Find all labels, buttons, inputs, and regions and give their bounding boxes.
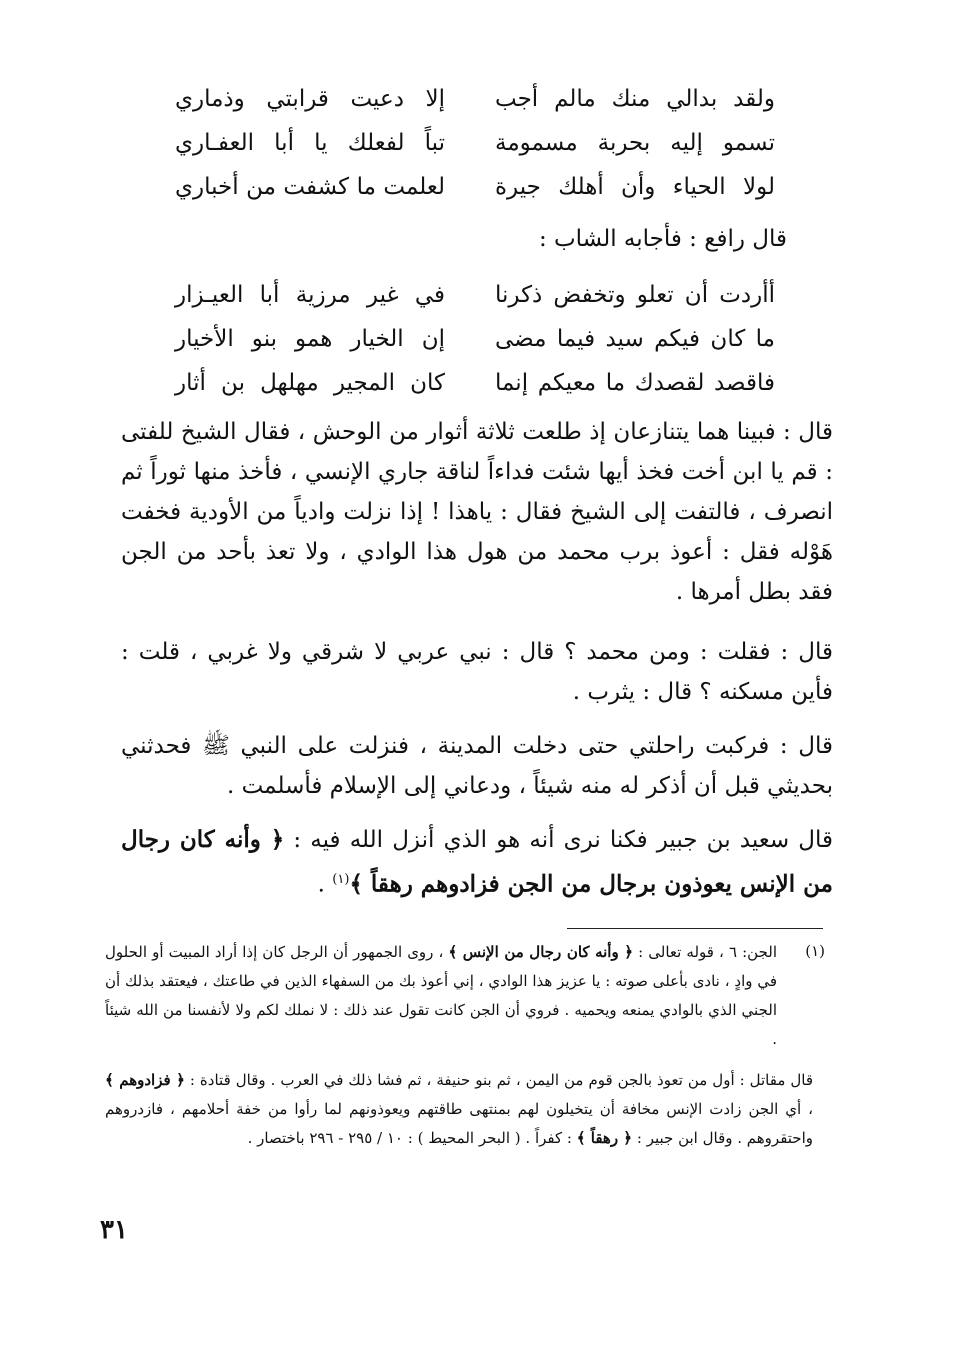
footnote-number: (١) [805,942,825,960]
verse-line [175,174,775,218]
footnote-2-text-c: : كفراً . ( البحر المحيط ) : ١٠ / ٢٩٥ - ٢٩٦ باختصار . [247,1129,572,1147]
verse-second-hemistich: تباً لفعلك يا أبا العفـاري [175,130,445,156]
verse-second-hemistich: لعلمت ما كشفت من أخباري [175,174,445,200]
verse-first-hemistich: أأردت أن تعلو وتخفض ذكرنا [495,282,775,308]
verse-line [175,282,775,326]
footnote-divider [567,928,823,929]
footnote-1 [105,938,777,1054]
footnote-2 [105,1066,813,1153]
footnote-2-text-b: ، أي الجن زادت الإنس مخافة أن يتخيلون لهم بمنتهى طاقتهم ويعوذونهم لما رأوا من خفة أحلامهم ، فازدروهم واحتقروهم . وقال ابن جبير : [105,1100,813,1147]
paragraph-4 [121,820,833,905]
verse-first-hemistich: لولا الحياء وأن أهلك جيرة [495,174,775,200]
verse-second-hemistich: كان المجير مهلهل بن أثار [175,370,445,396]
verse-second-hemistich: إلا دعيت قرابتي وذماري [175,86,445,112]
footnote-1-text-a: الجن: ٦ ، قوله تعالى : [638,943,777,961]
footnote-2-verse-2: ﴿ رهقاً ﴾ [576,1129,633,1147]
verse-first-hemistich: ولقد بدالي منك مالم أجب [495,86,775,112]
poem-reply [175,282,775,414]
footnote-2-verse-1: ﴿ فزادوهم ﴾ [105,1071,185,1089]
intro-line: قال رافع : فأجابه الشاب : [538,226,787,252]
verse-line [175,130,775,174]
paragraph-2: قال : فقلت : ومن محمد ؟ قال : نبي عربي لا شرقي ولا غربي ، قلت : فأين مسكنه ؟ قال : يثرب . [121,639,833,705]
footnote-1-text-b: ، روى الجمهور أن الرجل كان إذا أراد المبيت أو الحلول في وادٍ ، نادى بأعلى صوته : يا عزيز هذا الوادي ، إني أعوذ بك من السفهاء الذين في طاعتك ، فيعتقد بذلك أن الجني الذي بالوادي يمنعه ويحميه . فروي أن الجن كانت تقول عند ذلك : لا نملك لكم ولا لأنفسنا من الله شيئاً . [105,943,777,1048]
paragraph-3: قال : فركبت راحلتي حتى دخلت المدينة ، فنزلت على النبي ﷺ فحدثني بحديثي قبل أن أذكر له منه شيئاً ، ودعاني إلى الإسلام فأسلمت . [121,733,833,799]
verse-first-hemistich: فاقصد لقصدك ما معيكم إنما [495,370,775,396]
paragraph-4-text: قال سعيد بن جبير فكنا نرى أنه هو الذي أنزل الله فيه : [293,827,834,853]
verse-first-hemistich: ما كان فيكم سيد فيما مضى [495,326,775,352]
paragraph-4-end: . [317,871,333,898]
quran-verse: ﴿ وأنه كان رجال من الإنس يعوذون برجال من الجن فزادوهم رهقاً ﴾ [121,826,833,898]
paragraph-1: قال : فبينا هما يتنازعان إذ طلعت ثلاثة أثوار من الوحش ، فقال الشيخ للفتى : قم يا ابن أخت فخذ أيها شئت فداءاً لناقة جاري الإنسي ، فأخذ منها ثوراً ثم انصرف ، فالتفت إلى الشيخ فقال : ياهذا ! إذا نزلت وادياً من الأودية فخفت هَوْله فقل : أعوذ برب محمد من هول هذا الوادي ، ولا تعذ بأحد من الجن فقد بطل أمرها . [121,419,833,605]
footnote-1-verse: ﴿ وأنه كان رجال من الإنس ﴾ [448,943,634,961]
verse-line [175,370,775,414]
footnote-2-text-a: قال مقاتل : أول من تعوذ بالجن قوم من اليمن ، ثم بنو حنيفة ، ثم فشا ذلك في العرب . وقال قتادة : [189,1071,813,1089]
page-number: ٣١ [100,1215,128,1245]
verse-second-hemistich: إن الخيار همو بنو الأخيار [175,326,445,352]
verse-line [175,326,775,370]
footnote-ref: (١) [332,872,350,887]
verse-second-hemistich: في غير مرزية أبا العيـزار [175,282,445,308]
poem-top [175,86,775,218]
verse-line [175,86,775,130]
verse-first-hemistich: تسمو إليه بحربة مسمومة [495,130,775,156]
